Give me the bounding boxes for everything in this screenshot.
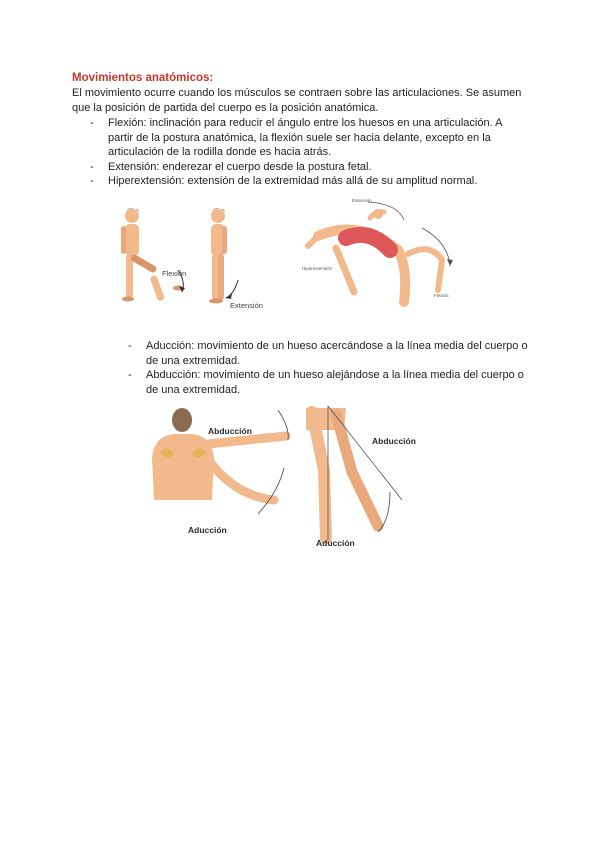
small-extension-label: Extensión bbox=[352, 198, 372, 203]
leg-adduction-label: Aducción bbox=[316, 538, 355, 548]
section-heading: Movimientos anatómicos: bbox=[72, 72, 214, 84]
flexion-illustration bbox=[121, 208, 185, 302]
flexion-label: Flexión bbox=[162, 269, 187, 278]
list-item-adduction: - Aducción: movimiento de un hueso acercándose a la línea media del cuerpo o de una extremidad. bbox=[128, 339, 538, 368]
definition-list-flexion bbox=[90, 116, 520, 189]
shoulder-abduction-illustration bbox=[152, 408, 288, 514]
intro-paragraph: El movimiento ocurre cuando los músculos se contraen sobre las articulaciones. Se asumen que la posición de partida del cuerpo es la posición anatómica. bbox=[72, 87, 522, 114]
leg-abduction-label: Abducción bbox=[372, 436, 416, 446]
arm-adduction-label: Aducción bbox=[188, 525, 227, 535]
abduction-adduction-figure bbox=[146, 400, 416, 550]
hyperextension-illustration bbox=[308, 202, 453, 302]
leg-abduction-illustration bbox=[306, 406, 402, 540]
definition-list-abduction bbox=[128, 339, 538, 397]
small-flexion-label: Flexión bbox=[434, 293, 449, 298]
extension-illustration bbox=[209, 208, 238, 304]
list-item-flexion: - Flexión: inclinación para reducir el ángulo entre los huesos en una articulación. A partir de la postura anatómica, la flexión suele ser hacia delante, excepto en la articulación de la rodilla donde es hacia atrás. bbox=[90, 116, 520, 160]
list-item-extension: - Extensión: enderezar el cuerpo desde la postura fetal. bbox=[90, 160, 520, 175]
list-item-abduction: - Abducción: movimiento de un hueso alejándose a la línea media del cuerpo o de una extremidad. bbox=[128, 368, 538, 397]
extension-label: Extensión bbox=[230, 301, 263, 310]
arm-abduction-label: Abducción bbox=[208, 426, 252, 436]
flexion-extension-figure bbox=[108, 198, 468, 320]
list-item-hyperextension: - Hiperextensión: extensión de la extremidad más allá de su amplitud normal. bbox=[90, 174, 520, 189]
small-hyperextension-label: Hiperextensión bbox=[302, 266, 333, 271]
